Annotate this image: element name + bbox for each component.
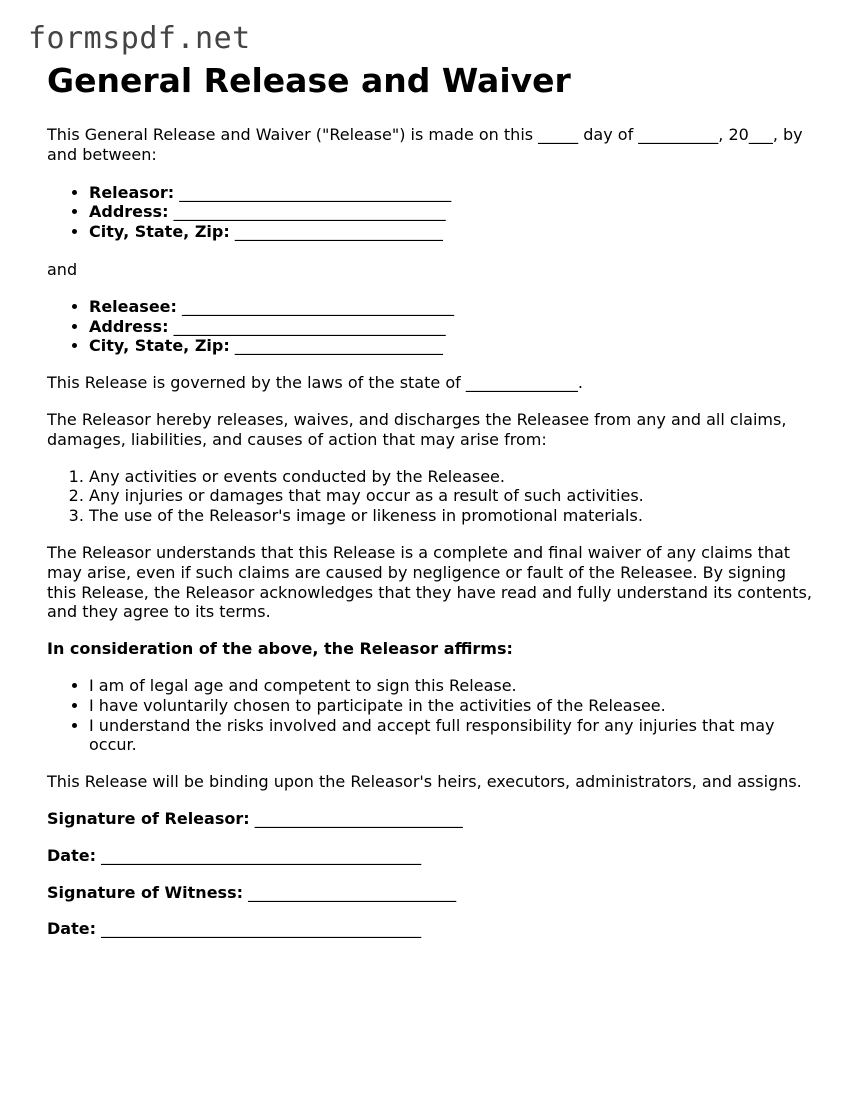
releasor-signature-line bbox=[47, 809, 817, 829]
witness-date-label: Date: bbox=[47, 919, 96, 939]
understanding-paragraph: The Releasor understands that this Release is a complete and final waiver of any claims that may arise, even if such claims are caused by negligence or fault of the Releasee. By signing this Release, the Releasor acknowledges that they have read and fully understand its contents, and they agree to its terms. bbox=[47, 542, 812, 622]
affirmation-item: • I am of legal age and competent to sign this Release. bbox=[89, 676, 817, 696]
witness-date-blank: ________________________________________ bbox=[101, 919, 422, 939]
release-item: 3. The use of the Releasor's image or likeness in promotional materials. bbox=[89, 506, 817, 526]
releasee-address-item bbox=[89, 317, 817, 337]
governing-law-paragraph: This Release is governed by the laws of the state of ______________. bbox=[47, 373, 583, 393]
affirmations-list bbox=[47, 676, 817, 755]
witness-date-line bbox=[47, 919, 817, 939]
releasor-address-blank: __________________________________ bbox=[173, 202, 446, 222]
watermark-logo: formspdf.net bbox=[28, 21, 251, 56]
releasor-city-label: City, State, Zip: bbox=[89, 222, 230, 242]
releasor-city-item bbox=[89, 222, 817, 242]
document-page bbox=[47, 62, 817, 939]
releasee-city-item bbox=[89, 336, 817, 356]
release-item: 2. Any injuries or damages that may occur as a result of such activities. bbox=[89, 486, 817, 506]
releasor-address-label: Address: bbox=[89, 202, 169, 222]
releasor-name-blank: __________________________________ bbox=[179, 182, 452, 202]
binding-paragraph: This Release will be binding upon the Releasor's heirs, executors, administrators, and assigns. bbox=[47, 772, 802, 792]
release-item: 1. Any activities or events conducted by the Releasee. bbox=[89, 467, 817, 487]
consideration-heading: In consideration of the above, the Releasor affirms: bbox=[47, 639, 513, 659]
releasor-info-list bbox=[47, 183, 817, 242]
releasor-address-item bbox=[89, 202, 817, 222]
witness-signature-line bbox=[47, 883, 817, 903]
releasee-city-label: City, State, Zip: bbox=[89, 336, 230, 356]
releasor-date-label: Date: bbox=[47, 845, 96, 865]
releasor-name-label: Releasor: bbox=[89, 182, 175, 202]
releasor-signature-blank: __________________________ bbox=[254, 808, 463, 828]
releasee-address-label: Address: bbox=[89, 316, 169, 336]
affirmation-item: • I understand the risks involved and accept full responsibility for any injuries that may occur. bbox=[89, 716, 817, 756]
releasor-signature-label: Signature of Releasor: bbox=[47, 808, 250, 828]
releasor-name-item bbox=[89, 183, 817, 203]
releasee-name-item bbox=[89, 297, 817, 317]
releasee-address-blank: __________________________________ bbox=[173, 316, 446, 336]
witness-signature-blank: __________________________ bbox=[248, 882, 457, 902]
releasor-date-blank: ________________________________________ bbox=[101, 845, 422, 865]
releasee-city-blank: __________________________ bbox=[234, 336, 443, 356]
release-items-list bbox=[47, 467, 817, 526]
releasee-name-blank: __________________________________ bbox=[182, 296, 455, 316]
releasee-info-list bbox=[47, 297, 817, 356]
document-title: General Release and Waiver bbox=[47, 61, 571, 100]
releasor-date-line bbox=[47, 846, 817, 866]
intro-paragraph: This General Release and Waiver ("Release") is made on this _____ day of __________, 20___, by and between: bbox=[47, 125, 803, 164]
release-paragraph: The Releasor hereby releases, waives, and discharges the Releasee from any and all claims, damages, liabilities, and causes of action that may arise from: bbox=[47, 409, 787, 449]
affirmation-item: • I have voluntarily chosen to participate in the activities of the Releasee. bbox=[89, 696, 817, 716]
releasee-name-label: Releasee: bbox=[89, 296, 177, 316]
witness-signature-label: Signature of Witness: bbox=[47, 882, 243, 902]
releasor-city-blank: __________________________ bbox=[234, 222, 443, 242]
and-text: and bbox=[47, 259, 78, 279]
